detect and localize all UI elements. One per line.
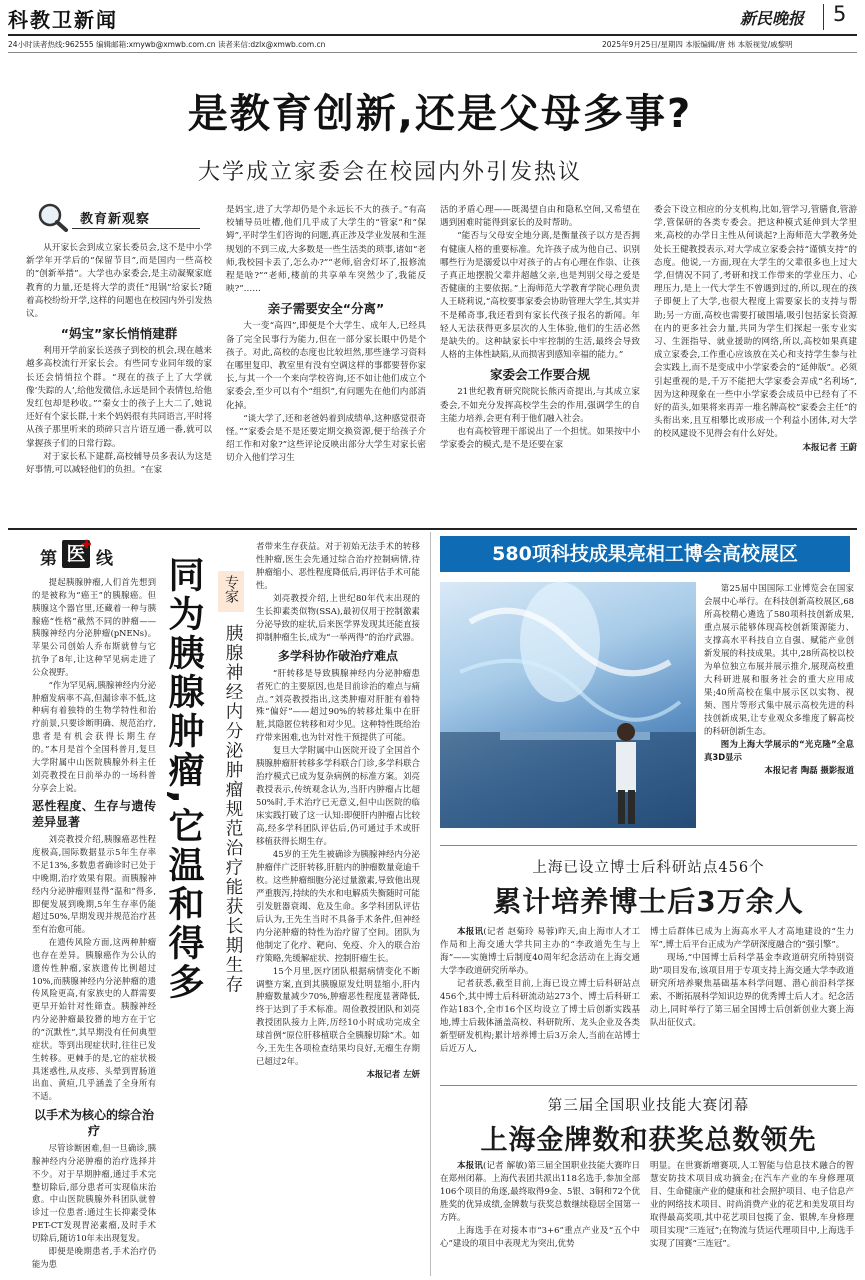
- lead-text: (记者 解敏)第三届全国职业技能大赛昨日在郑州闭幕。上海代表团共派出118名选手,参加全部106个项目的角逐,最终取得9金、5银、3铜和72个优胜奖的优异成绩,金牌数与获奖总数继续稳居全国第一方阵。: [440, 1161, 640, 1223]
- paragraph: 上海选手在对接本市“3+6”重点产业及“五个中心”建设的项目中表现尤为突出,优势: [440, 1226, 640, 1249]
- pancreas-column-2: [256, 540, 420, 1081]
- paragraph: 15个月里,医疗团队根据病情变化不断调整方案,直到其胰腺原发灶明显缩小,肝内肿瘤数量减少70%,肿瘤恶性程度显著降低,终于达到了手术标准。周俭教授团队和刘亮教授团队接力上阵,历经10小时成功完成全球首例“原位肝移植联合全胰腺切除”术。如今,王先生各项检查结果均良好,无瘤生存期已超过2年。: [256, 965, 420, 1067]
- paragraph: 者带来生存获益。对于初始无法手术的转移性肿瘤,医生会先通过综合治疗控制病情,待肿瘤缩小、恶性程度降低后,再评估手术可能性。: [256, 541, 420, 590]
- page-divider: [823, 4, 824, 30]
- kicker: 专家: [223, 575, 239, 603]
- paragraph: 从开家长会到成立家长委员会,这不是中小学新学年开学后的“保留节目”,而是国内一些高校的“创新举措”。大学也办家委会,是主动凝聚家庭教育的力量,还是将大学的责任“甩锅”给家长?随着高校纷纷开学,这样的问题也在校园内外引发热议。: [26, 243, 212, 320]
- page-number: 5: [833, 2, 847, 26]
- byline: 本报记者 陶磊 摄影报道: [764, 765, 854, 775]
- subheading: 以手术为核心的综合治疗: [33, 1108, 154, 1139]
- paragraph: “谈大学了,还和老爸妈着到成绩单,这种感觉很奇怪。”“家委会是不是还要定期交换资源,便于给孩子介绍工作和对象?”这些评论反映出部分大学生对家长密切介入他们学习生: [226, 413, 426, 464]
- paragraph: 利用开学前家长送孩子到校的机会,现在越来越多高校流行开家长会。有些同专业同年级的家长还会悄悄拉个群。“现在的孩子上了大学就像‘失踪的人’,给他发微信,永远是回个表情包,给他发红包却是秒收。”“秦女士的孩子上大二了,她说还好有个家长群,十来个妈妈很有共同语言,平时将从孩子那里听来的琐碎只言片语互通一番,就可以掌握孩子们的日常行踪。: [26, 346, 212, 449]
- postdoc-column-2: [650, 926, 854, 1030]
- subheading: 多学科协作破治疗难点: [277, 648, 398, 663]
- paragraph: 博士后群体已成为上海高水平人才高地建设的“生力军”,博士后平台正成为产学研深度融合的“强引擎”。: [650, 927, 854, 950]
- pancreas-big-title: 同为胰腺肿瘤,它温和得多: [163, 556, 204, 1002]
- red-cross-icon: ✚: [82, 538, 92, 551]
- paragraph: 委会下设立相应的分支机构,比如,管学习,管膳食,管游学,管保研的各类专委会。把这种模式延伸到大学里来,高校的办学日主性从何谈起?上海师范大学教务处处长王健教授表示,对大学成立家委会持“谨慎支持”的态度。他说,一方面,现在大学生的父辈很多也上过大学,但情况不同了,考研和找工作带来的学业压力、心理压力,是上一代大学生不曾遇到过的,所以,现在的孩子即便上了大学,也很大程度上需要家长的支持与帮助;另一方面,高校也需要打破围墙,吸引包括家长资源在内的更多社会力量,共同为学生们探起一张专业实习、生涯指导、就业援助的网络,所以,高校如果真建成立家委会,工作重心应该放在关心和支持学生参与社会实践上,而不是变成中小学家委会的“延伸版”。必须引起重视的是,千万不能把大学家委会弄成“名利场”,因为这种现象在一些中小学家委会成员中已经有了不好的苗头,如果将来再弄一堆名牌高校“家委会主任”的头衔出来,且互相攀比或形成一个利益小团体,对大学的校风建设不见得会有什么好处。: [654, 205, 857, 440]
- paragraph: 明显。在世赛新增赛项,人工智能与信息技术融合的智慧安防技术项目成功摘金;在汽车产业的车身修理项目、生命健康产业的健康和社会照护项目、电子信息产业的网络技术项目、时尚消费产业的花艺和美发项目均取得最高奖项,其中花艺项目包揽了金、银牌,车身修理项目实现“三连冠”;在物流与货运代理项目中,上海选手实现了国赛“三连冠”。: [650, 1161, 855, 1249]
- paragraph: 45岁的王先生被确诊为胰腺神经内分泌肿瘤伴广泛肝转移,肝脏内的肿瘤数量竟逾千枚。这些肿瘤细胞分泌过量激素,导致他出现严重腹泻,持续的失水和电解质失衡随时可能引发脏器衰竭、危及生命。多学科团队评估后认为,王先生当时不具备手术条件,但神经内分泌肿瘤的特性为治疗留了空间。团队为他制定了化疗、靶向、免疫、介入的联合治疗策略,先缓解症状、控制肝瘤生长。: [256, 848, 420, 963]
- postdoc-kicker: 上海已设立博士后科研站点456个: [532, 860, 765, 876]
- paragraph: 即便是晚期患者,手术治疗仍能为患: [32, 1245, 156, 1269]
- pancreas-vertical-subtitle: 胰腺神经内分泌肿瘤规范治疗能获长期生存: [223, 624, 243, 995]
- expo-photo: [440, 582, 696, 828]
- lead-text: (记者 赵菊玲 易蓉)昨天,由上海市人才工作局和上海交通大学共同主办的“李政道先生与上海”——实施博士后制度40周年纪念活动在上海交通大学李政道研究所举办。: [440, 927, 640, 976]
- paragraph: 现场,“中国博士后科学基金李政道研究所特别资助”项目发布,该项目用于专项支持上海交通大学李政道研究所培养聚焦基础基本科学问题、潜心前沿科学探索、不断拓展科学知识边界的优秀博士后人才。纪念活动上,同时举行了第三届全国博士后创新创业大赛上海队出征仪式。: [650, 953, 855, 1028]
- paragraph: 刘亮教授介绍,上世纪80年代末出现的生长抑素类似物(SSA),最初仅用于控制激素分泌导致的症状,后来医学界发现其还能直接抑制肿瘤生长,成为“一举两得”的治疗武器。: [256, 592, 420, 642]
- paragraph: [440, 926, 640, 978]
- paragraph: 提起胰腺肿瘤,人们首先想到的是被称为“癌王”的胰腺癌。但胰腺这个器官里,还藏着一种与胰腺癌“性格”截然不同的肿瘤——胰腺神经内分泌肿瘤(pNENs)。苹果公司创始人乔布斯就曾与它抗争了8年,让这种罕见病走进了公众视野。: [32, 577, 156, 677]
- section-badge: [36, 204, 200, 232]
- paragraph: 记者获悉,截至目前,上海已设立博士后科研站点456个,其中博士后科研流动站273个、博士后科研工作站183个,全市16个区均设立了博士后创新实践基地,博士后载体涵盖高校、科研院所、龙头企业及各类新型研发机构;累计培养博士后3万余人,当前在站博士后近万人,: [440, 979, 640, 1054]
- paragraph: “肝转移是导致胰腺神经内分泌肿瘤患者死亡的主要原因,也是目前诊治的难点与痛点。”刘亮教授指出,这类肿瘤对肝脏有着特殊“偏好”——超过90%的转移灶集中在肝脏,其隐匿位转移和对少见。这种特性既给治疗带来困难,也为针对性干预提供了可能。: [256, 667, 420, 743]
- paragraph: 也有高校管理干部说出了一个担忧。如果按中小学家委会的模式,是不是还要在家: [440, 427, 640, 451]
- section-title: 科教卫新闻: [8, 8, 118, 32]
- magnifier-icon: [36, 202, 70, 232]
- badge-label: 教育新观察: [80, 212, 151, 227]
- paragraph: [440, 1160, 640, 1225]
- lead-column-2: [226, 204, 426, 466]
- paper-name: 新民晚报: [740, 9, 805, 28]
- lead-headline: 是教育创新,还是父母多事?: [187, 91, 693, 137]
- column-divider: [430, 532, 431, 1276]
- byline: 本报记者 王蔚: [802, 442, 857, 453]
- postdoc-title: 累计培养博士后3万余人: [493, 885, 804, 918]
- postdoc-column-1: [440, 926, 640, 1056]
- lead-column-3: [440, 204, 640, 452]
- postdoc-bottom-rule: [440, 1085, 857, 1086]
- pancreas-column-1: [32, 576, 156, 1271]
- hologram-display-graphic: [440, 582, 696, 828]
- masthead-rule-thin: [8, 52, 857, 53]
- subheading: 家委会工作要合规: [489, 367, 590, 383]
- photo-caption: [704, 738, 854, 764]
- paragraph: 刘亮教授介绍,胰腺癌恶性程度极高,国际数据显示5年生存率不足13%,多数患者确诊时已处于中晚期,治疗效果有限。而胰腺神经内分泌肿瘤则显得“温和”得多,即便发展到晚期,5年生存率仍能超过50%,早期发现并规范治疗甚至有治愈可能。: [32, 834, 156, 935]
- paragraph: “作为罕见病,胰腺神经内分泌肿瘤发病率不高,但漏诊率不低,这种病有着独特的生物学特性和治疗前景,只要诊断明确、规范治疗,患者是有机会获得长期生存的。”本月是首个全国科普月,复旦大学附属中山医院胰腺外科主任刘亮教授在日前举办的一场科普分享会上说。: [32, 679, 156, 793]
- dateline: 本报讯: [457, 1161, 483, 1171]
- badge-underline: [72, 228, 200, 229]
- paragraph: 第25届中国国际工业博览会在国家会展中心举行。在科技创新高校展区,68所高校精心遴选了580项科技创新成果,重点展示能够体现高校创新策源能力、支撑高水平科技自立自强、赋能产业创新发展的科技成果。其中,28所高校以校为单位独立布展并展示推介,展现高校重大科研进展和服务社会的重大应用成果;40所高校在集中展示区以实物、视频、图片等形式集中展示高校先进的科技创新成果,让专业观众多维度了解高校的科研创新生态。: [704, 583, 854, 736]
- paragraph: 21世纪教育研究院院长熊丙奇提出,与其成立家委会,不如充分发挥高校学生会的作用,强调学生的自主能力培养,会更有利于他们融入社会。: [440, 387, 640, 424]
- skills-column-2: [650, 1160, 854, 1251]
- skills-kicker: 第三届全国职业技能大赛闭幕: [547, 1098, 750, 1114]
- subheading: 亲子需要安全“分离”: [267, 301, 385, 317]
- paragraph: 大一变“高四”,即便是个大学生、成年人,已经具备了完全民事行为能力,但在一部分家长眼中仍是个孩子。对此,高校的态度也比较坦然,那些逢学习资料在哪里复印、教室里有没有空调这样的事都要替你家长,与其一个一个来向学校咨询,还不如让他们成立个家委会,至少可以有个“组织”,有问题先在他们内部消化掉。: [226, 321, 426, 411]
- lead-subheadline: 大学成立家委会在校园内外引发热议: [198, 160, 583, 185]
- banner-prefix: 第: [40, 549, 57, 569]
- paragraph: 活的矛盾心理——既渴望自由和隐私空间,又希望在遇到困难时能得到家长的及时帮助。: [440, 205, 640, 229]
- skills-title: 上海金牌数和获奖总数领先: [480, 1125, 817, 1156]
- expo-text: [704, 582, 854, 777]
- column-banner: [40, 540, 140, 570]
- expo-title: 580项科技成果亮相工博会高校展区: [492, 543, 798, 565]
- masthead-info-left: 24小时读者热线:962555 编辑邮箱:xmywb@xmwb.com.cn 读者来信:dzlx@xmwb.com.cn: [8, 40, 326, 49]
- paragraph: 复旦大学附属中山医院开设了全国首个胰腺肿瘤肝转移多学科联合门诊,多学科联合治疗模式已成为复杂病例的标准方案。刘亮教授表示,传统观念认为,当肝内肿瘤占比超50%时,手术治疗已无意义,但中山医院的临床实践打破了这一认知:即便肝内肿瘤占比较高,经多学科团队评估后,仍可通过手术或肝移植获得长期生存。: [256, 745, 420, 847]
- byline: 本报记者 左妍: [366, 1069, 420, 1080]
- lead-column-1: [26, 242, 212, 477]
- subheading: “妈宝”家长悄悄建群: [60, 326, 178, 342]
- expo-title-bar: [440, 536, 850, 572]
- expo-bottom-rule: [440, 845, 857, 846]
- paragraph: 在遗传风险方面,这两种肿瘤也存在差异。胰腺癌作为公认的遗传性肿瘤,家族遗传比例超过10%,而胰腺神经内分泌肿瘤的遗传风险更高,有家族史的人群需要更早开始针对性筛查。胰腺神经内分泌肿瘤最狡猾的地方在于它的“沉默性”,其早期没有任何典型症状。等到出现症状时,往往已发生转移。更棘手的是,它的症状极具迷惑性,从皮疹、头晕到胃肠道出血、黄疸,几乎涵盖了全身所有不适。: [32, 937, 156, 1102]
- masthead-info-right: 2025年9月25日/星期四 本版编辑/唐 炜 本版视觉/戚黎明: [602, 40, 793, 49]
- paragraph: 是妈宝,进了大学却仍是个永远长不大的孩子。”有高校辅导员吐槽,他们几乎成了大学生的“管家”和“保姆”,平时学生们咨询的问题,真正涉及学业发展和生涯规划的不到三成,大多数是一些生活类的琐事,诸如“老师,我校园卡丢了,怎么办?”“老师,宿舍灯坏了,报修流程是啥?”“老师,楼前的共享单车突然少了,我能反映?”……: [226, 205, 426, 295]
- banner-suffix: 线: [96, 549, 113, 569]
- masthead-rule: [8, 34, 857, 36]
- subheading: 恶性程度、生存与遗传差异显著: [32, 799, 156, 830]
- paragraph: 对于家长私下建群,高校辅导员多表认为这是好事情,可以减轻他们的负担。“在家: [26, 451, 212, 476]
- caption-text: 图为上海大学展示的“光克隆”全息真3D显示: [704, 739, 854, 762]
- paragraph: 尽管诊断困难,但一旦确诊,胰腺神经内分泌肿瘤的治疗选择并不少。对于早期肿瘤,通过手术完整切除后,部分患者可实现临床治愈。中山医院胰腺外科团队就曾诊过一位患者:通过生长抑素受体PET-CT发现胃泌素瘤,及时手术切除后,随访10年未出现复发。: [32, 1143, 156, 1243]
- skills-column-1: [440, 1160, 640, 1251]
- dateline: 本报讯: [457, 927, 484, 937]
- lead-bottom-rule: [8, 528, 857, 530]
- paragraph: “能否与父母安全地分离,是衡量孩子以方是否拥有健康人格的重要标准。允许孩子成为他自己、识别哪些行为是溺爱以中对孩子的占有心理在作祟、让孩子真正地摆脱父辈并超越父亲,也是判别父母之爱是否健康的主要依据。”上海师范大学教育学院心理负责人王晓莉说,“高校要事家委会协助管理大学生,其实并不是稀奇事,我还看到有家长代孩子报名的新闻。年轻人无法获得更多层次的人生体验,他们的生活必然是缺失的。这种缺家长中牢控制的生活,最终会导致人格的主体性缺陷,从而损害到感知幸福的能力。”: [440, 231, 640, 361]
- banner-char: 医: [66, 543, 86, 565]
- lead-column-4: [654, 204, 857, 455]
- kicker-box: [218, 571, 244, 612]
